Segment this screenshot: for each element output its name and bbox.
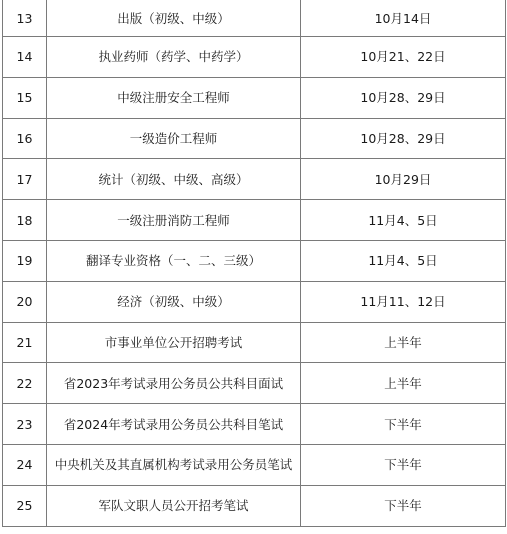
exam-date: 下半年 xyxy=(301,404,506,445)
row-number: 23 xyxy=(3,404,47,445)
exam-name: 一级注册消防工程师 xyxy=(47,200,301,241)
exam-date: 下半年 xyxy=(301,444,506,485)
table-row xyxy=(3,444,506,485)
exam-date: 下半年 xyxy=(301,485,506,526)
exam-name: 省2024年考试录用公务员公共科目笔试 xyxy=(47,404,301,445)
table-row xyxy=(3,118,506,159)
exam-date: 11月11、12日 xyxy=(301,281,506,322)
exam-name: 出版（初级、中级） xyxy=(47,0,301,37)
exam-date: 10月21、22日 xyxy=(301,37,506,78)
row-number: 19 xyxy=(3,240,47,281)
row-number: 21 xyxy=(3,322,47,363)
table-row xyxy=(3,37,506,78)
exam-name: 经济（初级、中级） xyxy=(47,281,301,322)
row-number: 13 xyxy=(3,0,47,37)
exam-name: 中级注册安全工程师 xyxy=(47,77,301,118)
row-number: 14 xyxy=(3,37,47,78)
table-row xyxy=(3,200,506,241)
row-number: 24 xyxy=(3,444,47,485)
row-number: 15 xyxy=(3,77,47,118)
table-row xyxy=(3,485,506,526)
exam-schedule-table xyxy=(2,0,506,527)
exam-date: 上半年 xyxy=(301,322,506,363)
table-row xyxy=(3,240,506,281)
exam-name: 省2023年考试录用公务员公共科目面试 xyxy=(47,363,301,404)
exam-name: 军队文职人员公开招考笔试 xyxy=(47,485,301,526)
table-row xyxy=(3,281,506,322)
exam-date: 10月28、29日 xyxy=(301,77,506,118)
row-number: 17 xyxy=(3,159,47,200)
exam-schedule-table-container xyxy=(2,0,505,527)
exam-date: 上半年 xyxy=(301,363,506,404)
exam-name: 翻译专业资格（一、二、三级） xyxy=(47,240,301,281)
exam-name: 执业药师（药学、中药学） xyxy=(47,37,301,78)
row-number: 25 xyxy=(3,485,47,526)
table-row xyxy=(3,363,506,404)
exam-name: 一级造价工程师 xyxy=(47,118,301,159)
table-row xyxy=(3,322,506,363)
row-number: 20 xyxy=(3,281,47,322)
exam-date: 11月4、5日 xyxy=(301,200,506,241)
exam-date: 10月28、29日 xyxy=(301,118,506,159)
exam-date: 10月14日 xyxy=(301,0,506,37)
table-row xyxy=(3,0,506,37)
exam-name: 市事业单位公开招聘考试 xyxy=(47,322,301,363)
row-number: 22 xyxy=(3,363,47,404)
row-number: 16 xyxy=(3,118,47,159)
row-number: 18 xyxy=(3,200,47,241)
exam-name: 统计（初级、中级、高级） xyxy=(47,159,301,200)
exam-name: 中央机关及其直属机构考试录用公务员笔试 xyxy=(47,444,301,485)
exam-date: 10月29日 xyxy=(301,159,506,200)
table-row xyxy=(3,404,506,445)
table-row xyxy=(3,159,506,200)
table-row xyxy=(3,77,506,118)
exam-date: 11月4、5日 xyxy=(301,240,506,281)
